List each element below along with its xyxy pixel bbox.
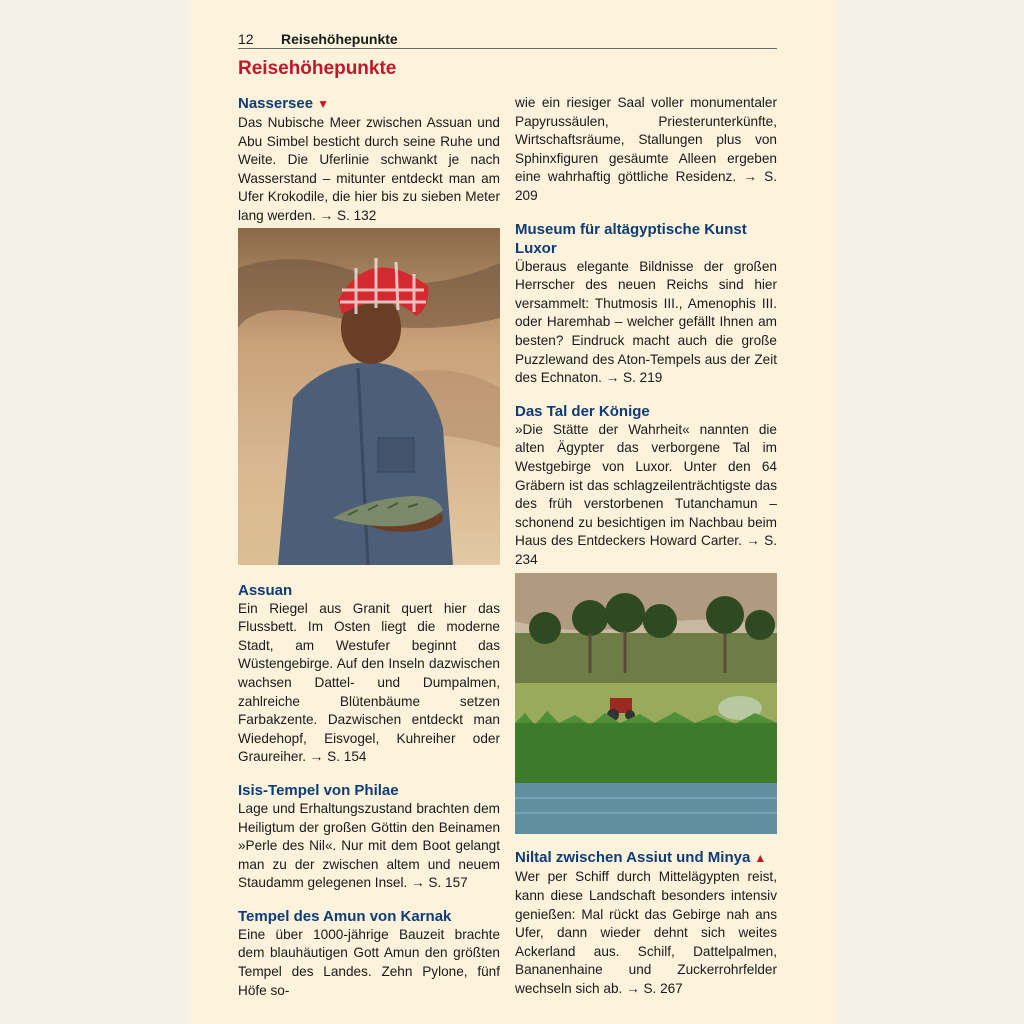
entry-niltal: [515, 848, 777, 998]
entry-karnak-continued: [515, 94, 777, 206]
down-triangle-icon: ▼: [317, 97, 329, 111]
entry-text: Eine über 1000-jährige Bauzeit brachte dem blauhäutigen Gott Amun den größten Tempel des Landes. Zehn Pylone, fünf Höfe so-: [238, 926, 500, 998]
entry-text: Lage und Erhaltungszustand brachten dem Heiligtum der großen Göttin den Beinamen »Perle des Nil«. Nur mit dem Boot gelangt man zu der zwischen altem und neuem Staudamm gelegenen Insel. → S. 157: [238, 800, 500, 891]
entry-nassersee: [238, 94, 500, 226]
entry-heading: Tempel des Amun von Karnak: [238, 907, 452, 925]
entry-text: »Die Stätte der Wahrheit« nannten die alten Ägypter das verborgene Tal im Westgebirge von Luxor. Unter den 64 Gräbern ist das schlagzeilenträchtigste das des früh verstorbenen Tutanchamun – schonend zu besichtigen im Nachbau beim Haus des Entdeckers Howard Carter. → S. 234: [515, 421, 777, 567]
entry-heading: Niltal zwischen Assiut und Minya ▲: [515, 849, 767, 867]
up-triangle-icon: ▲: [754, 851, 767, 866]
right-column: [515, 94, 777, 1013]
entry-text: Wer per Schiff durch Mittelägypten reist, kann diese Landschaft besonders intensiv genießen: Mal rückt das Gebirge nah ans Ufer, dann wieder dehnt sich weites Ackerland aus. Schilf, Dattelpalmen, Bananenhaine und Zuckerrohrfelder wechseln sich ab. → S. 267: [515, 869, 777, 997]
entry-assuan: [238, 581, 500, 767]
entry-heading: Nassersee ▼: [238, 95, 329, 112]
entry-text: wie ein riesiger Saal voller monumentaler Papyrussäulen, Priesterunterkünfte, Wirtschaftsräume, Stallungen plus von Sphinxfiguren gesäumte Alleen ergeben eine wahrhaftig göttliche Residenz. → S. 209: [515, 95, 777, 203]
left-column: [238, 94, 500, 1014]
entry-heading: Isis-Tempel von Philae: [238, 781, 399, 799]
entry-koenigstal: [515, 402, 777, 570]
entry-heading: Assuan: [238, 581, 293, 599]
entry-text: Das Nubische Meer zwischen Assuan und Abu Simbel besticht durch seine Ruhe und Weite. Die Uferlinie schwankt je nach Wasserstand – mitunter entdeckt man am Ufer Krokodile, die hier bis zu sieben Meter lang werden. → S. 132: [238, 115, 500, 223]
book-page: [190, 0, 836, 1024]
running-header: [238, 30, 777, 49]
page-number: 12: [238, 31, 254, 47]
running-title: Reisehöhepunkte: [281, 31, 398, 47]
section-title: Reisehöhepunkte: [238, 58, 397, 79]
entry-philae: [238, 781, 500, 893]
entry-text: Überaus elegante Bildnisse der großen Herrscher des neuen Reichs sind hier versammelt: Thutmosis III., Amenophis III. oder Haremhab – welcher gefällt Ihnen am besten? Eindruck macht auch die große Puzzlewand des Aton-Tempels aus der Zeit des Echnaton. → S. 219: [515, 258, 777, 386]
photo-man-with-crocodile: [238, 228, 500, 565]
entry-museum-luxor: [515, 220, 777, 388]
entry-text: Ein Riegel aus Granit quert hier das Flussbett. Im Osten liegt die moderne Stadt, am Westufer beginnt das Wüstengebirge. Auf den Inseln dazwischen wachsen Dattel- und Dumpalmen, zahlreiche Blütenbäume setzen Farbakzente. Dazwischen entdeckt man Wiedehopf, Eisvogel, Kuhreiher oder Graureiher. → S. 154: [238, 600, 500, 765]
entry-heading: Das Tal der Könige: [515, 402, 650, 420]
entry-heading: Museum für altägyptische Kunst Luxor: [515, 220, 747, 257]
entry-karnak: [238, 907, 500, 1000]
photo-nile-valley: [515, 573, 777, 834]
